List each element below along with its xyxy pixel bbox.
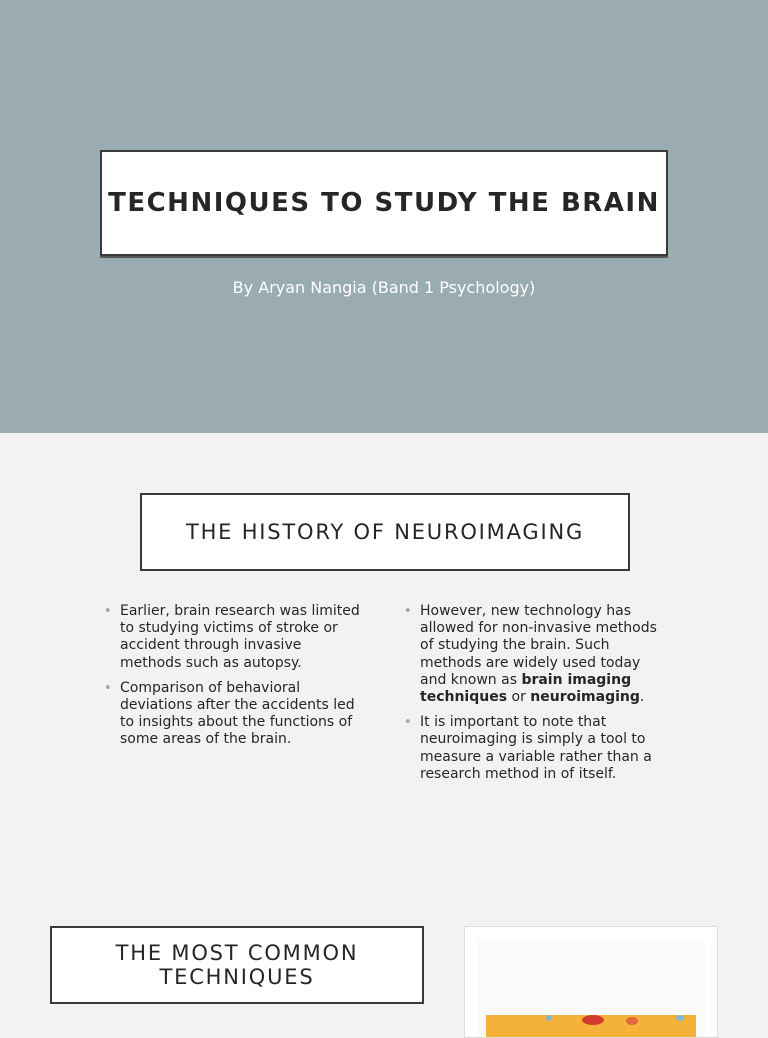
list-item: • Comparison of behavioral deviations after the accidents led to insights about the functions of some areas of the brain. <box>104 680 362 749</box>
bullet-text: . <box>639 689 645 706</box>
list-item: • It is important to note that neuroimaging is simply a tool to measure a variable rather than a research method in of itself. <box>404 714 666 783</box>
techniques-heading <box>116 941 359 989</box>
techniques-heading-line2: TECHNIQUES <box>159 965 315 989</box>
bullet-text: or <box>507 689 531 706</box>
list-item: • Earlier, brain research was limited to studying victims of stroke or accident through invasive methods such as autopsy. <box>104 603 362 672</box>
right-bullet-list <box>404 603 666 791</box>
brain-image <box>464 926 718 1038</box>
history-heading: THE HISTORY OF NEUROIMAGING <box>185 520 585 544</box>
image-content <box>477 939 705 1037</box>
bullet-text: However, new technology has allowed for non-invasive methods of studying the brain. Such methods are widely used today and known as <box>420 603 657 688</box>
slide-title: TECHNIQUES TO STUDY THE BRAIN <box>108 188 660 218</box>
history-heading-box <box>140 493 630 571</box>
bold-term: brain imaging techniques <box>420 671 632 706</box>
bold-term: neuroimaging <box>530 689 640 706</box>
slide-subtitle: By Aryan Nangia (Band 1 Psychology) <box>232 278 536 297</box>
left-bullet-list <box>104 603 362 757</box>
title-slide <box>0 0 768 433</box>
list-item <box>404 603 666 706</box>
image-strip <box>486 1015 696 1037</box>
techniques-heading-box <box>50 926 424 1004</box>
techniques-heading-line1: THE MOST COMMON <box>115 941 359 965</box>
title-box <box>100 150 668 256</box>
